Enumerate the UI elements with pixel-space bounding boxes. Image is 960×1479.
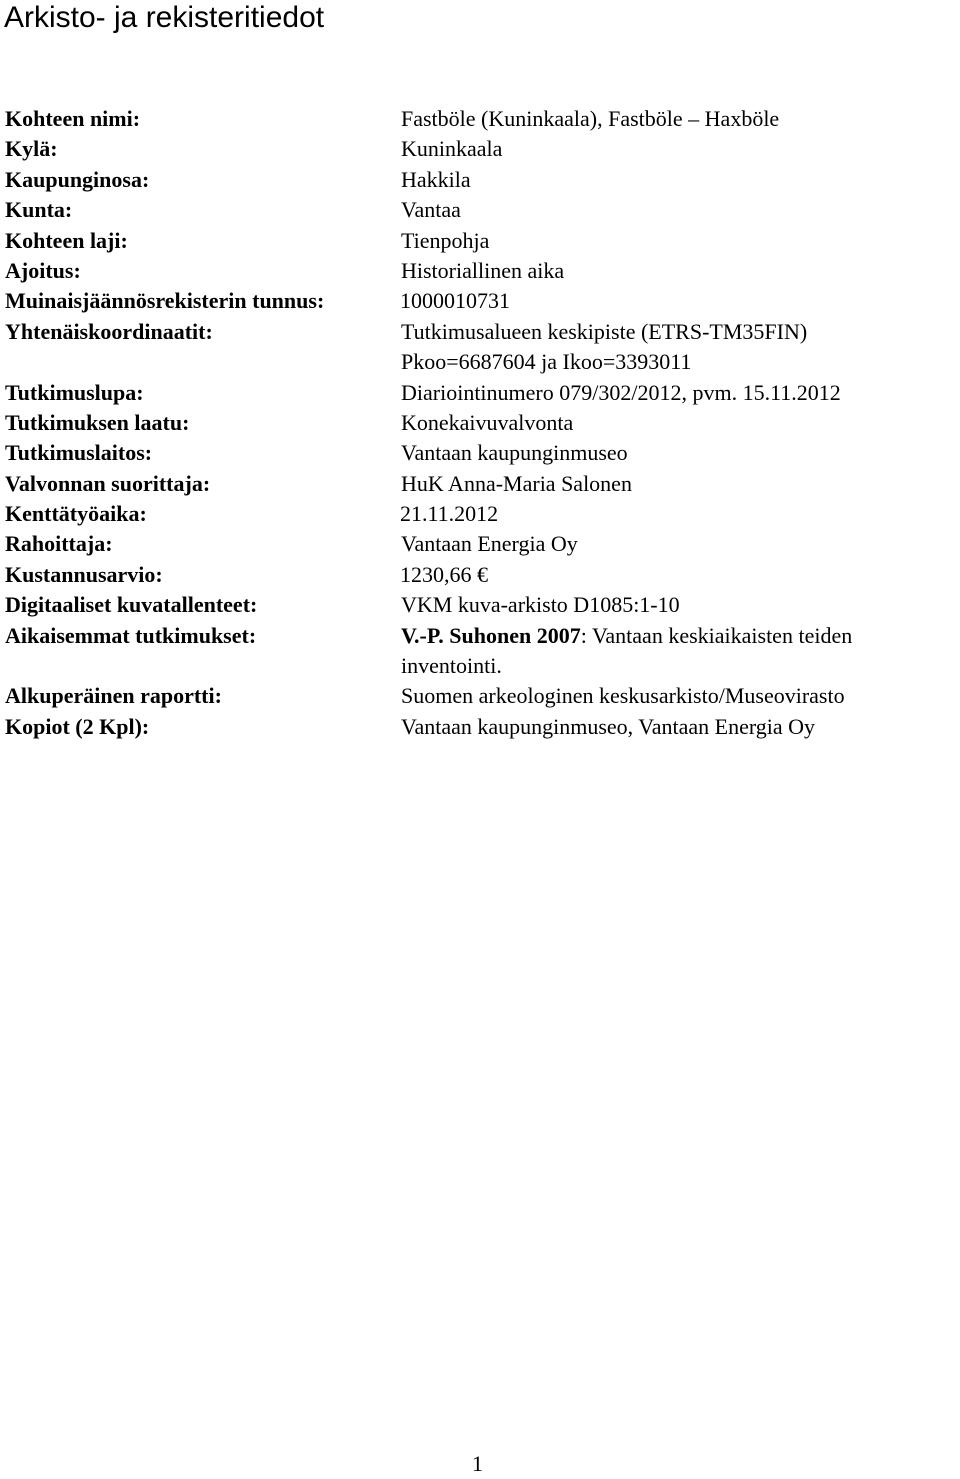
info-row-kohteen-laji [5, 226, 957, 256]
info-value: VKM kuva-arkisto D1085:1-10 [401, 592, 680, 618]
info-row-kuvatallenteet [5, 590, 957, 620]
info-row-kenttatyoaika [5, 499, 957, 529]
info-label: Kaupunginosa: [5, 166, 150, 192]
info-label: Tutkimuslupa: [5, 379, 144, 405]
info-label: Ajoitus: [5, 257, 81, 283]
info-label: Kenttätyöaika: [5, 501, 147, 527]
info-row-laatu [5, 408, 957, 438]
info-label: Alkuperäinen raportti: [5, 683, 222, 709]
info-value: Fastböle (Kuninkaala), Fastböle – Haxböle [401, 106, 780, 131]
info-value: Hakkila [401, 166, 471, 192]
info-value: Kuninkaala [401, 136, 503, 162]
info-value: 1000010731 [400, 288, 510, 314]
info-value: Vantaan kaupunginmuseo, Vantaan Energia Oy [401, 713, 816, 739]
info-label: Muinaisjäännösrekisterin tunnus: [5, 288, 325, 314]
reference-author: V.-P. Suhonen 2007 [401, 622, 581, 648]
info-value [401, 621, 957, 682]
info-label: Digitaaliset kuvatallenteet: [5, 592, 258, 618]
info-row-kaupunginosa [5, 165, 957, 195]
info-value: Historiallinen aika [401, 257, 565, 283]
info-value: Vantaan kaupunginmuseo [401, 440, 628, 466]
info-row-kohteen-nimi [5, 104, 957, 134]
coordinate-line-1: Tutkimusalueen keskipiste (ETRS-TM35FIN) [401, 318, 808, 344]
info-label: Yhtenäiskoordinaatit: [5, 318, 213, 344]
info-label: Aikaisemmat tutkimukset: [5, 622, 257, 648]
info-row-suorittaja [5, 469, 957, 499]
info-label: Tutkimuksen laatu: [5, 409, 190, 435]
info-row-ajoitus [5, 256, 957, 286]
info-label: Valvonnan suorittaja: [5, 470, 211, 496]
info-label: Kylä: [5, 136, 58, 162]
page-title: Arkisto- ja rekisteritiedot [4, 1, 325, 34]
info-value [401, 317, 957, 378]
info-label: Tutkimuslaitos: [5, 440, 153, 466]
info-label: Kopiot (2 Kpl): [5, 713, 150, 739]
info-row-rahoittaja [5, 529, 957, 559]
info-value: Diariointinumero 079/302/2012, pvm. 15.11.2012 [401, 379, 841, 405]
info-value: 1230,66 € [400, 561, 488, 587]
info-row-tunnus [5, 286, 957, 316]
info-value: Vantaan Energia Oy [401, 531, 578, 557]
info-label: Kohteen laji: [5, 227, 128, 253]
info-row-tutkimuslupa [5, 378, 957, 408]
info-row-koordinaatit [5, 317, 957, 378]
info-value: Suomen arkeologinen keskusarkisto/Museovirasto [401, 683, 845, 709]
info-row-aiemmat-tutkimukset [5, 621, 957, 682]
info-row-kyla [5, 134, 957, 164]
info-row-tutkimuslaitos [5, 438, 957, 468]
info-value: HuK Anna-Maria Salonen [401, 470, 632, 496]
info-value: Konekaivuvalvonta [401, 409, 574, 435]
info-label: Kustannusarvio: [5, 561, 163, 587]
archive-info-list [5, 104, 957, 742]
coordinate-line-2: Pkoo=6687604 ja Ikoo=3393011 [401, 349, 692, 375]
info-label: Kohteen nimi: [5, 106, 141, 131]
info-row-kunta [5, 195, 957, 225]
info-label: Rahoittaja: [5, 531, 113, 557]
reference-text: : Vantaan keskiaikaisten teiden inventointi. [401, 622, 853, 679]
info-row-kustannusarvio [5, 560, 957, 590]
info-value: Vantaa [401, 197, 461, 223]
page-number: 1 [472, 1451, 483, 1476]
info-row-alkuperainen-raportti [5, 681, 957, 711]
info-row-kopiot [5, 712, 957, 742]
info-label: Kunta: [5, 197, 73, 223]
info-value: Tienpohja [401, 227, 490, 253]
info-value: 21.11.2012 [400, 501, 499, 527]
